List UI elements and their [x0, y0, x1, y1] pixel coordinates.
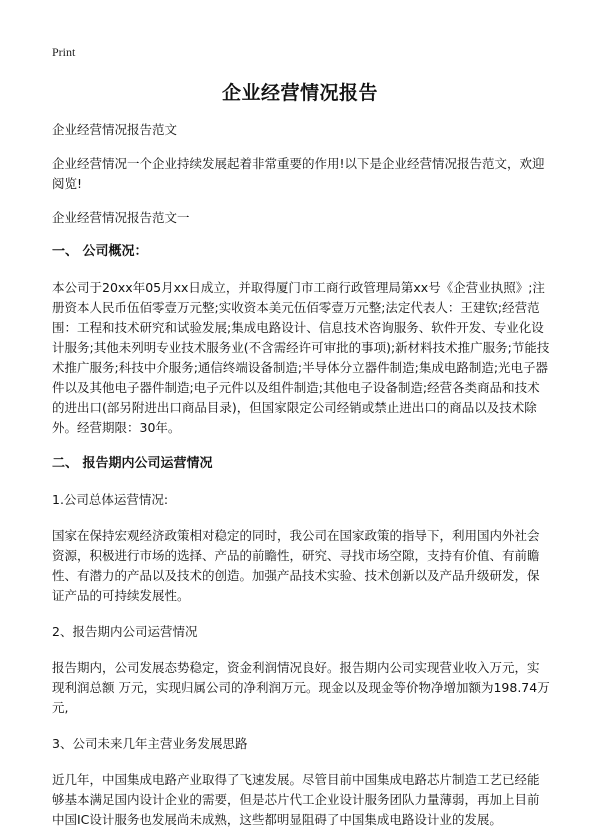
document-body: [52, 120, 550, 830]
subsection3-heading: 3、公司未来几年主营业务发展思路: [52, 736, 248, 751]
subsection2-body: 报告期内，公司发展态势稳定，资金利润情况良好。报告期内公司实现营业收入万元，实现利润总额 万元，实现归属公司的净利润万元。现金以及现金等价物净增加额为198.74万元,: [52, 660, 550, 715]
sample-heading: 企业经营情况报告范文一: [52, 210, 190, 225]
subsection1-body: 国家在保持宏观经济政策相对稳定的同时，我公司在国家政策的指导下，利用国内外社会资源，积极进行市场的选择、产品的前瞻性，研究、寻找市场空隙，支持有价值、有前瞻性、有潜力的产品以及技术的创造。加强产品技术实验、技术创新以及产品升级研发，保证产品的可持续发展性。: [52, 528, 540, 603]
document-title: 企业经营情况报告: [221, 82, 378, 104]
section2-heading: 二、 报告期内公司运营情况: [52, 456, 213, 471]
section1-body: 本公司于20xx年05月xx日成立，并取得厦门市工商行政管理局第xx号《企营业执照》;注册资本人民币伍佰零壹万元整;实收资本美元伍佰零壹万元整;法定代表人：王建钦;经营范围：工程和技术研究和试验发展;集成电路设计、信息技术咨询服务、软件开发、专业化设计服务;其他未列明专业技术服务业(不含需经许可审批的事项);新材料技术推广服务;节能技术推广服务;科技中介服务;通信终端设备制造;半导体分立器件制造;集成电路制造;光电子器件以及其他电子器件制造;电子元件以及组件制造;其他电子设备制造;经营各类商品和技术的进出口(部另附进出口商品目录)，但国家限定公司经销或禁止进出口的商品以及技术除外。经营期限：30年。: [52, 280, 550, 435]
subsection1-heading: 1.公司总体运营情况:: [52, 492, 169, 507]
intro-paragraph: 企业经营情况一个企业持续发展起着非常重要的作用!以下是企业经营情况报告范文，欢迎阅览!: [52, 156, 545, 191]
section1-heading: 一、 公司概况：: [52, 244, 148, 259]
subsection3-body: 近几年，中国集成电路产业取得了飞速发展。尽管目前中国集成电路芯片制造工艺已经能够基本满足国内设计企业的需要，但是芯片代工企业设计服务团队力量薄弱，再加上目前中国IC设计服务也发展尚未成熟，这些都明显阻碍了中国集成电路设计业的发展。: [52, 772, 540, 827]
subsection2-heading: 2、报告期内公司运营情况: [52, 624, 198, 639]
document-subtitle: 企业经营情况报告范文: [52, 122, 178, 137]
print-label: Print: [52, 45, 76, 59]
